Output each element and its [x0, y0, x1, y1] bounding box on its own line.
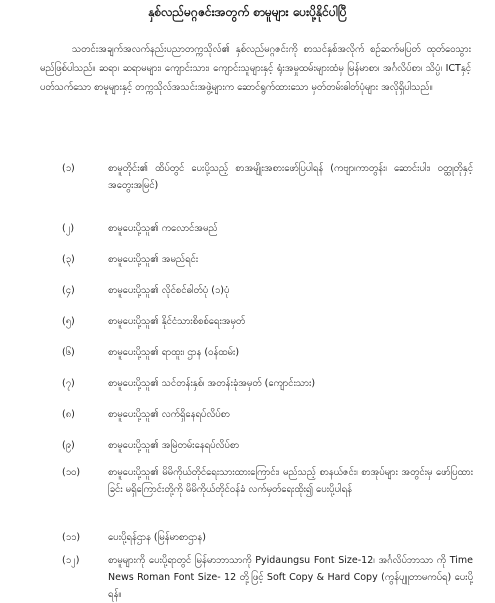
item-text: စာမူတိုင်း၏ ထိပ်တွင် ပေးပို့သည့် စာအမျိုးအစားဖော်ပြပါရန် (ကဗျာ၊ကာတွန်း၊ ဆောင်းပါး၊ ဝတ္ထုတိုနှင့်အတွေးအမြင်) [108, 163, 473, 191]
document-title: နှစ်လည်မဂ္ဂဇင်းအတွက် စာမူများ ပေးပို့နိုင်ပါပြီ [148, 5, 347, 19]
item-number: (၁၀) [62, 467, 81, 478]
item-number: (၁၁) [62, 532, 81, 543]
item-number: (၃) [62, 254, 75, 265]
item-text: စာမူပေးပို့သူ၏ လက်ရှိနေရပ်လိပ်စာ [108, 409, 230, 420]
item-number: (၁) [62, 163, 75, 174]
item-text: ပေးပို့ရန်ဌာန (မြန်မာစာဌာန) [108, 532, 206, 543]
item-text: စာမူပေးပို့သူ၏ ရာထူး၊ ဌာန (ဝန်ထမ်း) [108, 347, 240, 358]
intro-paragraph: သတင်းအချက်အလက်နည်းပညာတက္ကသိုလ်၏ နှစ်လည်မဂ္ဂဇင်းကို စာသင်နှစ်အလိုက် စဉ်ဆက်မပြတ် ထုတ်ဝေသွားမည်ဖြစ်ပါသည်။ ဆရာ၊ ဆရာမများ၊ ကျောင်းသား၊ ကျောင်းသူများနှင့် ရုံးအမှုထမ်းများထံမှ မြန်မာစာ၊ အင်္ဂလိပ်စာ၊ သိပ္ပံ၊ ICTနှင့်ပတ်သက်သော စာမူများနှင့် တက္ကသိုလ်အသင်းအဖွဲ့များက ဆောင်ရွက်ထားသော မှတ်တမ်းဓါတ်ပုံများ အလိုရှိပါသည်။ [40, 44, 471, 93]
item-text: စာမူပေးပို့သူ၏ မိမိကိုယ်တိုင်ရေးသားထားကြောင်း၊ မည်သည့် စာနယ်ဇင်း၊ စာအုပ်များ အတွင်းမှ ဖော်ပြထားခြင်း မရှိကြောင်းတို့ကို မိမိကိုယ်တိုင်ဝန်ခံ လက်မှတ်ရေးထိုး၍ ပေးပို့ပါရန် [108, 467, 473, 495]
item-text: စာမူပေးပို့သူ၏ လိုင်စင်ဓါတ်ပုံ (၁)ပုံ [108, 285, 230, 296]
item-number: (၂) [62, 223, 75, 234]
item-number: (၆) [62, 347, 75, 358]
item-number: (၇) [62, 378, 75, 389]
item-text: စာမူပေးပို့သူ၏ သင်တန်းနှစ်၊ အတန်းခုံအမှတ် (ကျောင်းသား) [108, 378, 316, 389]
item-text: စာမူများကို ပေးပို့ရာတွင် မြန်မာဘာသာကို Pyidaungsu Font Size-12၊ အင်္ဂလိပ်ဘာသာ ကို Time News Roman Font Size- 12 တို့ဖြင့် Soft Copy & Hard Copy (ကွန်ပျူတာမကပ်ရ) ပေးပို့ရန်။ [108, 555, 473, 600]
item-number: (၈) [62, 409, 75, 420]
item-text: စာမူပေးပို့သူ၏ အမြဲတမ်းနေရပ်လိပ်စာ [108, 440, 240, 451]
item-number: (၅) [62, 316, 75, 327]
item-text: စာမူပေးပို့သူ၏ နိုင်ငံသားစိစစ်ရေးအမှတ် [108, 316, 246, 327]
item-number: (၄) [62, 285, 75, 296]
item-text: စာမူပေးပို့သူ၏ အမည်ရင်း [108, 254, 199, 265]
item-number: (၉) [62, 440, 75, 451]
item-number: (၁၂) [62, 555, 80, 566]
item-text: စာမူပေးပို့သူ၏ ကလောင်အမည် [108, 223, 218, 234]
